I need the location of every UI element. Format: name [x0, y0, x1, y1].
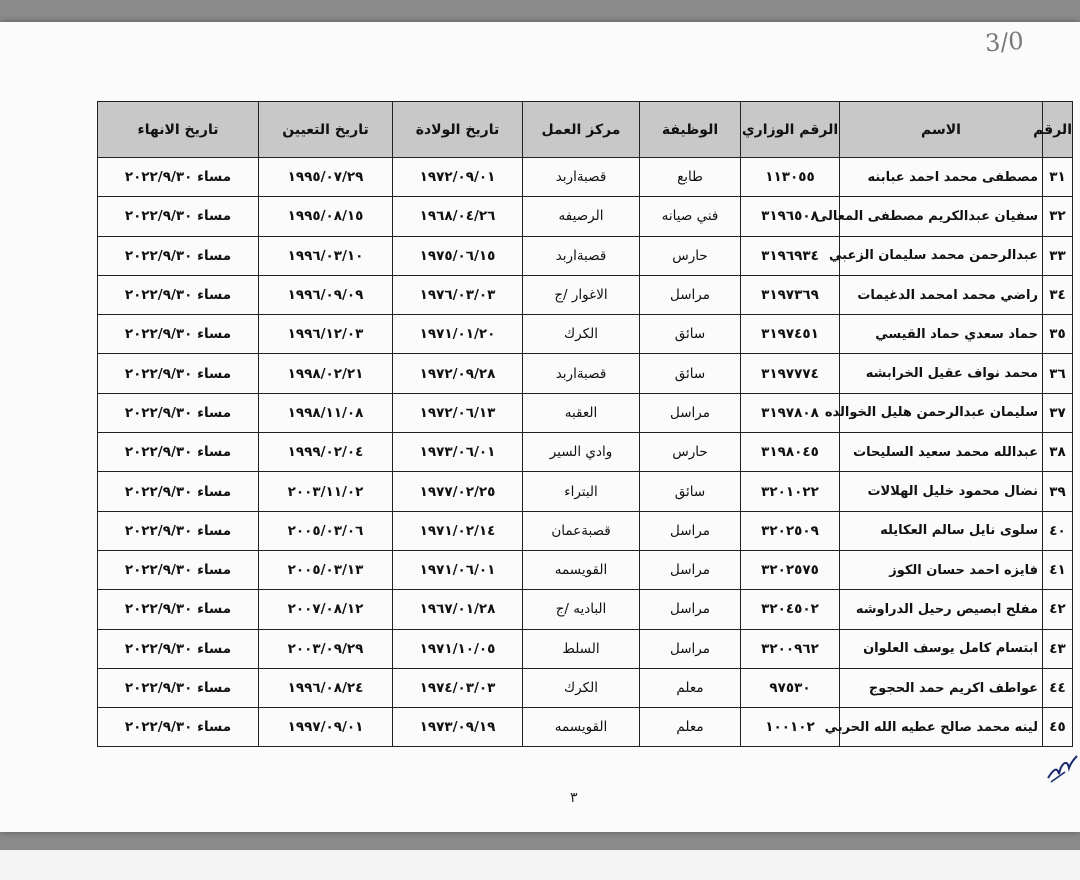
cell-work-center: القويسمه [523, 708, 640, 747]
table-row [98, 550, 1073, 589]
cell-appointment-date: ٢٠٠٥/٠٣/٠٦ [259, 511, 393, 550]
cell-birth-date: ١٩٧١/١٠/٠٥ [393, 629, 523, 668]
cell-end-date: مساء ٢٠٢٢/٩/٣٠ [98, 354, 259, 393]
table-row [98, 629, 1073, 668]
cell-name: راضي محمد امحمد الدغيمات [840, 275, 1043, 314]
cell-job: مراسل [640, 393, 741, 432]
cell-birth-date: ١٩٧١/٠٢/١٤ [393, 511, 523, 550]
cell-appointment-date: ١٩٩٦/٠٩/٠٩ [259, 275, 393, 314]
table-row [98, 315, 1073, 354]
cell-appointment-date: ٢٠٠٣/٠٩/٢٩ [259, 629, 393, 668]
header-job: الوظيفة [640, 102, 741, 158]
table-row [98, 197, 1073, 236]
cell-end-date: مساء ٢٠٢٢/٩/٣٠ [98, 236, 259, 275]
cell-ministry-number: ١٠٠١٠٢ [741, 708, 840, 747]
cell-job: معلم [640, 668, 741, 707]
cell-name: عواطف اكريم حمد الحجوج [840, 668, 1043, 707]
table-row [98, 393, 1073, 432]
cell-end-date: مساء ٢٠٢٢/٩/٣٠ [98, 511, 259, 550]
cell-job: مراسل [640, 550, 741, 589]
cell-appointment-date: ١٩٩٨/١١/٠٨ [259, 393, 393, 432]
cell-birth-date: ١٩٧٢/٠٩/٠١ [393, 158, 523, 197]
cell-number: ٣٩ [1043, 472, 1073, 511]
cell-job: مراسل [640, 275, 741, 314]
cell-appointment-date: ٢٠٠٥/٠٣/١٣ [259, 550, 393, 589]
cell-work-center: السلط [523, 629, 640, 668]
cell-end-date: مساء ٢٠٢٢/٩/٣٠ [98, 433, 259, 472]
cell-end-date: مساء ٢٠٢٢/٩/٣٠ [98, 315, 259, 354]
table-row [98, 472, 1073, 511]
cell-name: سفيان عبدالكريم مصطفى المعالى [840, 197, 1043, 236]
cell-work-center: الرصيفه [523, 197, 640, 236]
cell-end-date: مساء ٢٠٢٢/٩/٣٠ [98, 472, 259, 511]
cell-birth-date: ١٩٧١/٠١/٢٠ [393, 315, 523, 354]
cell-appointment-date: ٢٠٠٧/٠٨/١٢ [259, 590, 393, 629]
cell-ministry-number: ٣٢٠١٠٢٢ [741, 472, 840, 511]
cell-number: ٤٣ [1043, 629, 1073, 668]
cell-name: لينه محمد صالح عطيه الله الحربي [840, 708, 1043, 747]
cell-name: سلوى نايل سالم العكايله [840, 511, 1043, 550]
table-row [98, 511, 1073, 550]
table-header-row [98, 102, 1073, 158]
cell-appointment-date: ١٩٩٥/٠٨/١٥ [259, 197, 393, 236]
cell-work-center: وادي السير [523, 433, 640, 472]
cell-ministry-number: ٣٢٠٢٥٠٩ [741, 511, 840, 550]
page-number: ٣ [570, 790, 578, 806]
cell-name: ابتسام كامل يوسف العلوان [840, 629, 1043, 668]
cell-birth-date: ١٩٧٣/٠٩/١٩ [393, 708, 523, 747]
cell-appointment-date: ١٩٩٦/٠٣/١٠ [259, 236, 393, 275]
cell-ministry-number: ٣١٩٧٣٦٩ [741, 275, 840, 314]
cell-work-center: قصبةاربد [523, 354, 640, 393]
cell-birth-date: ١٩٧٥/٠٦/١٥ [393, 236, 523, 275]
signature-mark [1045, 752, 1079, 784]
cell-appointment-date: ١٩٩٦/١٢/٠٣ [259, 315, 393, 354]
cell-work-center: القويسمه [523, 550, 640, 589]
cell-name: عبدالله محمد سعيد السليحات [840, 433, 1043, 472]
cell-name: محمد نواف عقيل الخرابشه [840, 354, 1043, 393]
cell-work-center: الكرك [523, 315, 640, 354]
cell-ministry-number: ٣٢٠٤٥٠٢ [741, 590, 840, 629]
cell-job: سائق [640, 315, 741, 354]
cell-job: معلم [640, 708, 741, 747]
header-birth-date: تاريخ الولادة [393, 102, 523, 158]
cell-work-center: العقبه [523, 393, 640, 432]
cell-ministry-number: ٣٢٠٢٥٧٥ [741, 550, 840, 589]
cell-end-date: مساء ٢٠٢٢/٩/٣٠ [98, 629, 259, 668]
cell-end-date: مساء ٢٠٢٢/٩/٣٠ [98, 197, 259, 236]
cell-birth-date: ١٩٧٢/٠٦/١٣ [393, 393, 523, 432]
cell-birth-date: ١٩٧١/٠٦/٠١ [393, 550, 523, 589]
cell-job: فني صيانه [640, 197, 741, 236]
cell-name: مصطفى محمد احمد عبابنه [840, 158, 1043, 197]
cell-work-center: قصبةاربد [523, 236, 640, 275]
table-row [98, 590, 1073, 629]
employees-table [97, 101, 1073, 747]
cell-appointment-date: ١٩٩٨/٠٢/٢١ [259, 354, 393, 393]
table-row [98, 708, 1073, 747]
cell-end-date: مساء ٢٠٢٢/٩/٣٠ [98, 550, 259, 589]
cell-ministry-number: ٣١٩٨٠٤٥ [741, 433, 840, 472]
cell-number: ٣٣ [1043, 236, 1073, 275]
header-end-date: تاريخ الانهاء [98, 102, 259, 158]
cell-birth-date: ١٩٧٣/٠٦/٠١ [393, 433, 523, 472]
cell-name: فايزه احمد حسان الكوز [840, 550, 1043, 589]
header-work-center: مركز العمل [523, 102, 640, 158]
table-row [98, 275, 1073, 314]
cell-work-center: قصبةعمان [523, 511, 640, 550]
cell-birth-date: ١٩٦٧/٠١/٢٨ [393, 590, 523, 629]
cell-work-center: الكرك [523, 668, 640, 707]
table-row [98, 354, 1073, 393]
handwritten-note: 3/0 [984, 26, 1025, 58]
cell-ministry-number: ١١٣٠٥٥ [741, 158, 840, 197]
cell-end-date: مساء ٢٠٢٢/٩/٣٠ [98, 590, 259, 629]
header-appointment-date: تاريخ التعيين [259, 102, 393, 158]
cell-ministry-number: ٣١٩٧٤٥١ [741, 315, 840, 354]
cell-number: ٤٥ [1043, 708, 1073, 747]
cell-number: ٤٢ [1043, 590, 1073, 629]
cell-birth-date: ١٩٧٤/٠٣/٠٣ [393, 668, 523, 707]
cell-ministry-number: ٣١٩٧٧٧٤ [741, 354, 840, 393]
cell-ministry-number: ٩٧٥٣٠ [741, 668, 840, 707]
cell-job: حارس [640, 236, 741, 275]
cell-appointment-date: ١٩٩٥/٠٧/٢٩ [259, 158, 393, 197]
cell-end-date: مساء ٢٠٢٢/٩/٣٠ [98, 393, 259, 432]
header-ministry-number: الرقم الوزاري [741, 102, 840, 158]
cell-job: طابع [640, 158, 741, 197]
header-name: الاسم [840, 102, 1043, 158]
cell-number: ٤٤ [1043, 668, 1073, 707]
cell-end-date: مساء ٢٠٢٢/٩/٣٠ [98, 668, 259, 707]
cell-number: ٣٦ [1043, 354, 1073, 393]
cell-name: عبدالرحمن محمد سليمان الزعبي [840, 236, 1043, 275]
table-row [98, 433, 1073, 472]
cell-job: مراسل [640, 590, 741, 629]
cell-number: ٣٤ [1043, 275, 1073, 314]
table-row [98, 668, 1073, 707]
cell-birth-date: ١٩٧٦/٠٣/٠٣ [393, 275, 523, 314]
cell-number: ٣٢ [1043, 197, 1073, 236]
cell-appointment-date: ١٩٩٩/٠٢/٠٤ [259, 433, 393, 472]
cell-work-center: قصبةاربد [523, 158, 640, 197]
cell-ministry-number: ٣٢٠٠٩٦٢ [741, 629, 840, 668]
table-row [98, 158, 1073, 197]
cell-work-center: الاغوار /ج [523, 275, 640, 314]
cell-number: ٤١ [1043, 550, 1073, 589]
cell-work-center: الباديه /ج [523, 590, 640, 629]
cell-job: سائق [640, 472, 741, 511]
cell-end-date: مساء ٢٠٢٢/٩/٣٠ [98, 275, 259, 314]
cell-number: ٣١ [1043, 158, 1073, 197]
cell-job: سائق [640, 354, 741, 393]
cell-number: ٣٨ [1043, 433, 1073, 472]
cell-name: سليمان عبدالرحمن هليل الخوالده [840, 393, 1043, 432]
cell-number: ٤٠ [1043, 511, 1073, 550]
cell-ministry-number: ٣١٩٦٥٠٨ [741, 197, 840, 236]
cell-ministry-number: ٣١٩٦٩٣٤ [741, 236, 840, 275]
cell-birth-date: ١٩٧٧/٠٢/٢٥ [393, 472, 523, 511]
next-page-edge [0, 850, 1080, 880]
cell-job: حارس [640, 433, 741, 472]
cell-name: مفلح ابصيص رحيل الدراوشه [840, 590, 1043, 629]
cell-number: ٣٥ [1043, 315, 1073, 354]
cell-ministry-number: ٣١٩٧٨٠٨ [741, 393, 840, 432]
header-number: الرقم [1043, 102, 1073, 158]
cell-job: مراسل [640, 511, 741, 550]
cell-appointment-date: ١٩٩٧/٠٩/٠١ [259, 708, 393, 747]
cell-name: نضال محمود خليل الهلالات [840, 472, 1043, 511]
cell-name: حماد سعدي حماد القيسي [840, 315, 1043, 354]
cell-number: ٣٧ [1043, 393, 1073, 432]
table-row [98, 236, 1073, 275]
cell-work-center: البتراء [523, 472, 640, 511]
cell-birth-date: ١٩٦٨/٠٤/٢٦ [393, 197, 523, 236]
cell-appointment-date: ١٩٩٦/٠٨/٢٤ [259, 668, 393, 707]
cell-end-date: مساء ٢٠٢٢/٩/٣٠ [98, 708, 259, 747]
cell-birth-date: ١٩٧٢/٠٩/٢٨ [393, 354, 523, 393]
cell-appointment-date: ٢٠٠٣/١١/٠٢ [259, 472, 393, 511]
cell-job: مراسل [640, 629, 741, 668]
cell-end-date: مساء ٢٠٢٢/٩/٣٠ [98, 158, 259, 197]
